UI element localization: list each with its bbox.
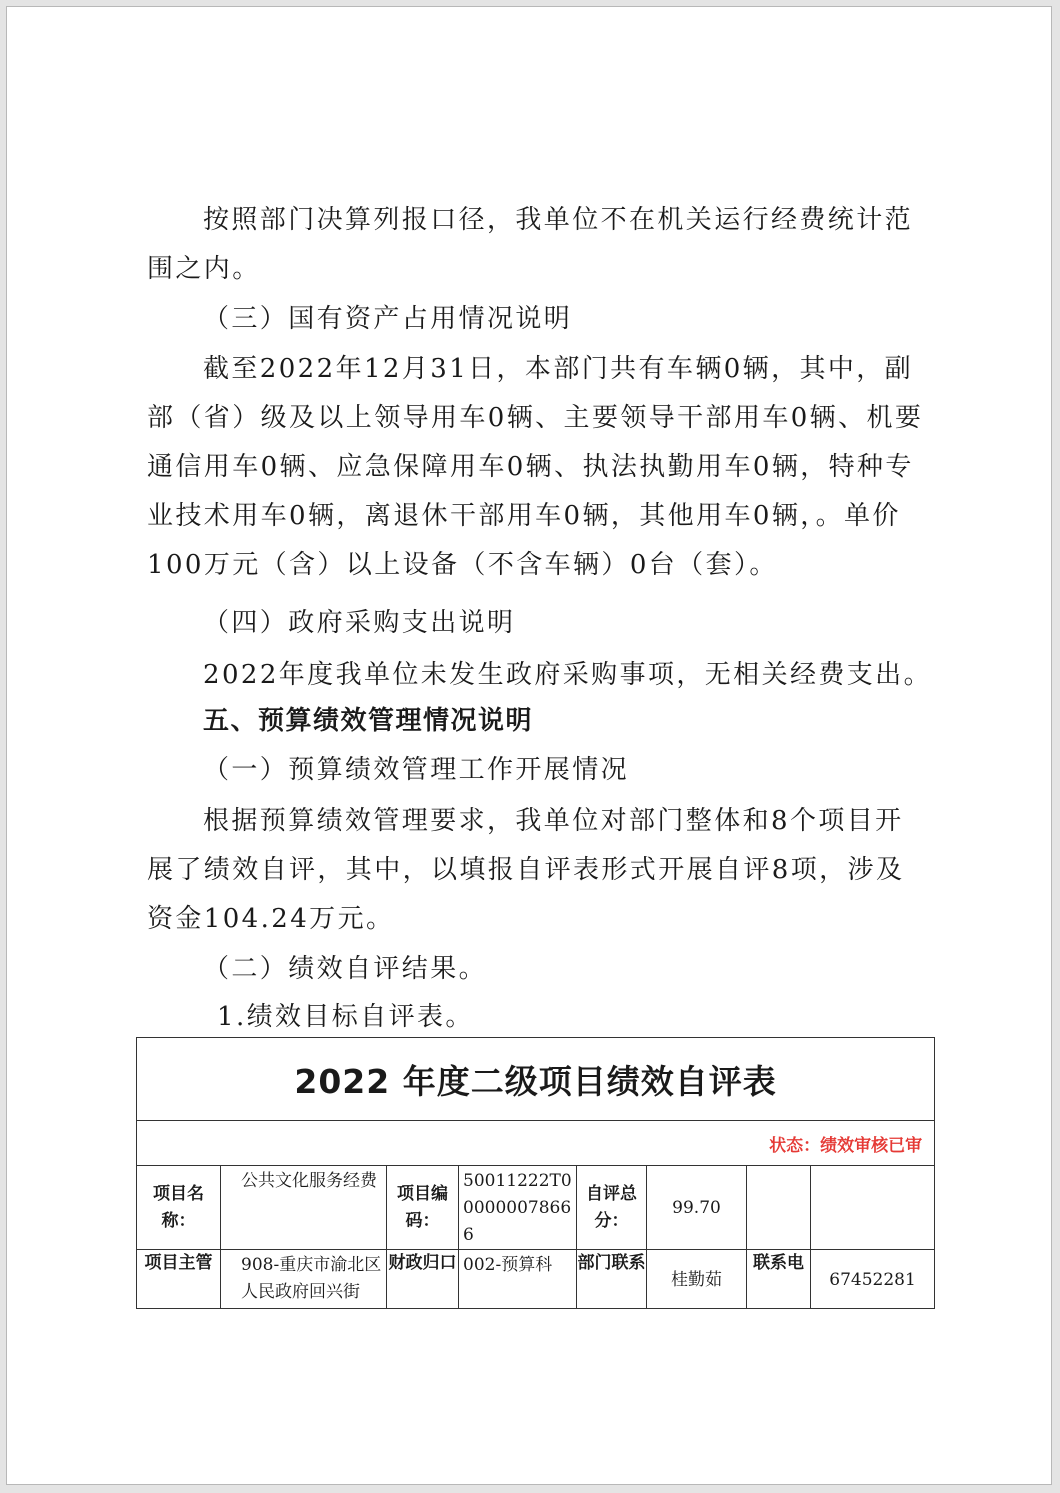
department-contact-label: 部门联系	[577, 1250, 647, 1309]
self-score-value: 99.70	[647, 1166, 747, 1250]
finance-label: 财政归口	[387, 1250, 459, 1309]
heading-evaluation-table: 1.绩效目标自评表。	[217, 1002, 474, 1032]
supervisor-value: 908-重庆市渝北区人民政府回兴街	[221, 1250, 387, 1309]
project-name-value: 公共文化服务经费	[221, 1166, 387, 1250]
heading-state-assets: （三）国有资产占用情况说明	[203, 304, 573, 334]
paragraph-procurement: 2022年度我单位未发生政府采购事项，无相关经费支出。	[203, 660, 932, 690]
table-row	[137, 1166, 935, 1250]
performance-evaluation-table	[136, 1037, 935, 1309]
project-code-label: 项目编码：	[387, 1166, 459, 1250]
phone-label: 联系电	[747, 1250, 811, 1309]
phone-value: 67452281	[811, 1250, 935, 1309]
empty-cell	[811, 1166, 935, 1250]
contact-name-value: 桂勤茹	[647, 1250, 747, 1309]
heading-performance-work: （一）预算绩效管理工作开展情况	[203, 755, 630, 785]
paragraph-operating-funds: 按照部门决算列报口径，我单位不在机关运行经费统计范围之内。	[147, 205, 914, 284]
status-badge: 状态：绩效审核已审	[137, 1121, 935, 1166]
table-title: 2022 年度二级项目绩效自评表	[137, 1038, 935, 1121]
empty-cell	[747, 1166, 811, 1250]
project-name-label: 项目名称：	[137, 1166, 221, 1250]
heading-evaluation-results: （二）绩效自评结果。	[203, 954, 488, 984]
self-score-label: 自评总分：	[577, 1166, 647, 1250]
heading-procurement: （四）政府采购支出说明	[203, 608, 516, 638]
paragraph-self-evaluation: 根据预算绩效管理要求，我单位对部门整体和8个项目开展了绩效自评，其中，以填报自评表形式开展自评8项，涉及资金104.24万元。	[147, 806, 905, 934]
project-code-value: 50011222T000000078666	[459, 1166, 577, 1250]
finance-value: 002-预算科	[459, 1250, 577, 1309]
paragraph-vehicles: 截至2022年12月31日，本部门共有车辆0辆，其中，副部（省）级及以上领导用车0辆、主要领导干部用车0辆、机要通信用车0辆、应急保障用车0辆、执法执勤用车0辆，特种专业技术用车0辆，离退休干部用车0辆，其他用车0辆，。单价100万元（含）以上设备（不含车辆）0台（套）。	[147, 354, 924, 580]
table-row	[137, 1250, 935, 1309]
supervisor-label: 项目主管	[137, 1250, 221, 1309]
heading-performance-management: 五、预算绩效管理情况说明	[203, 706, 534, 736]
